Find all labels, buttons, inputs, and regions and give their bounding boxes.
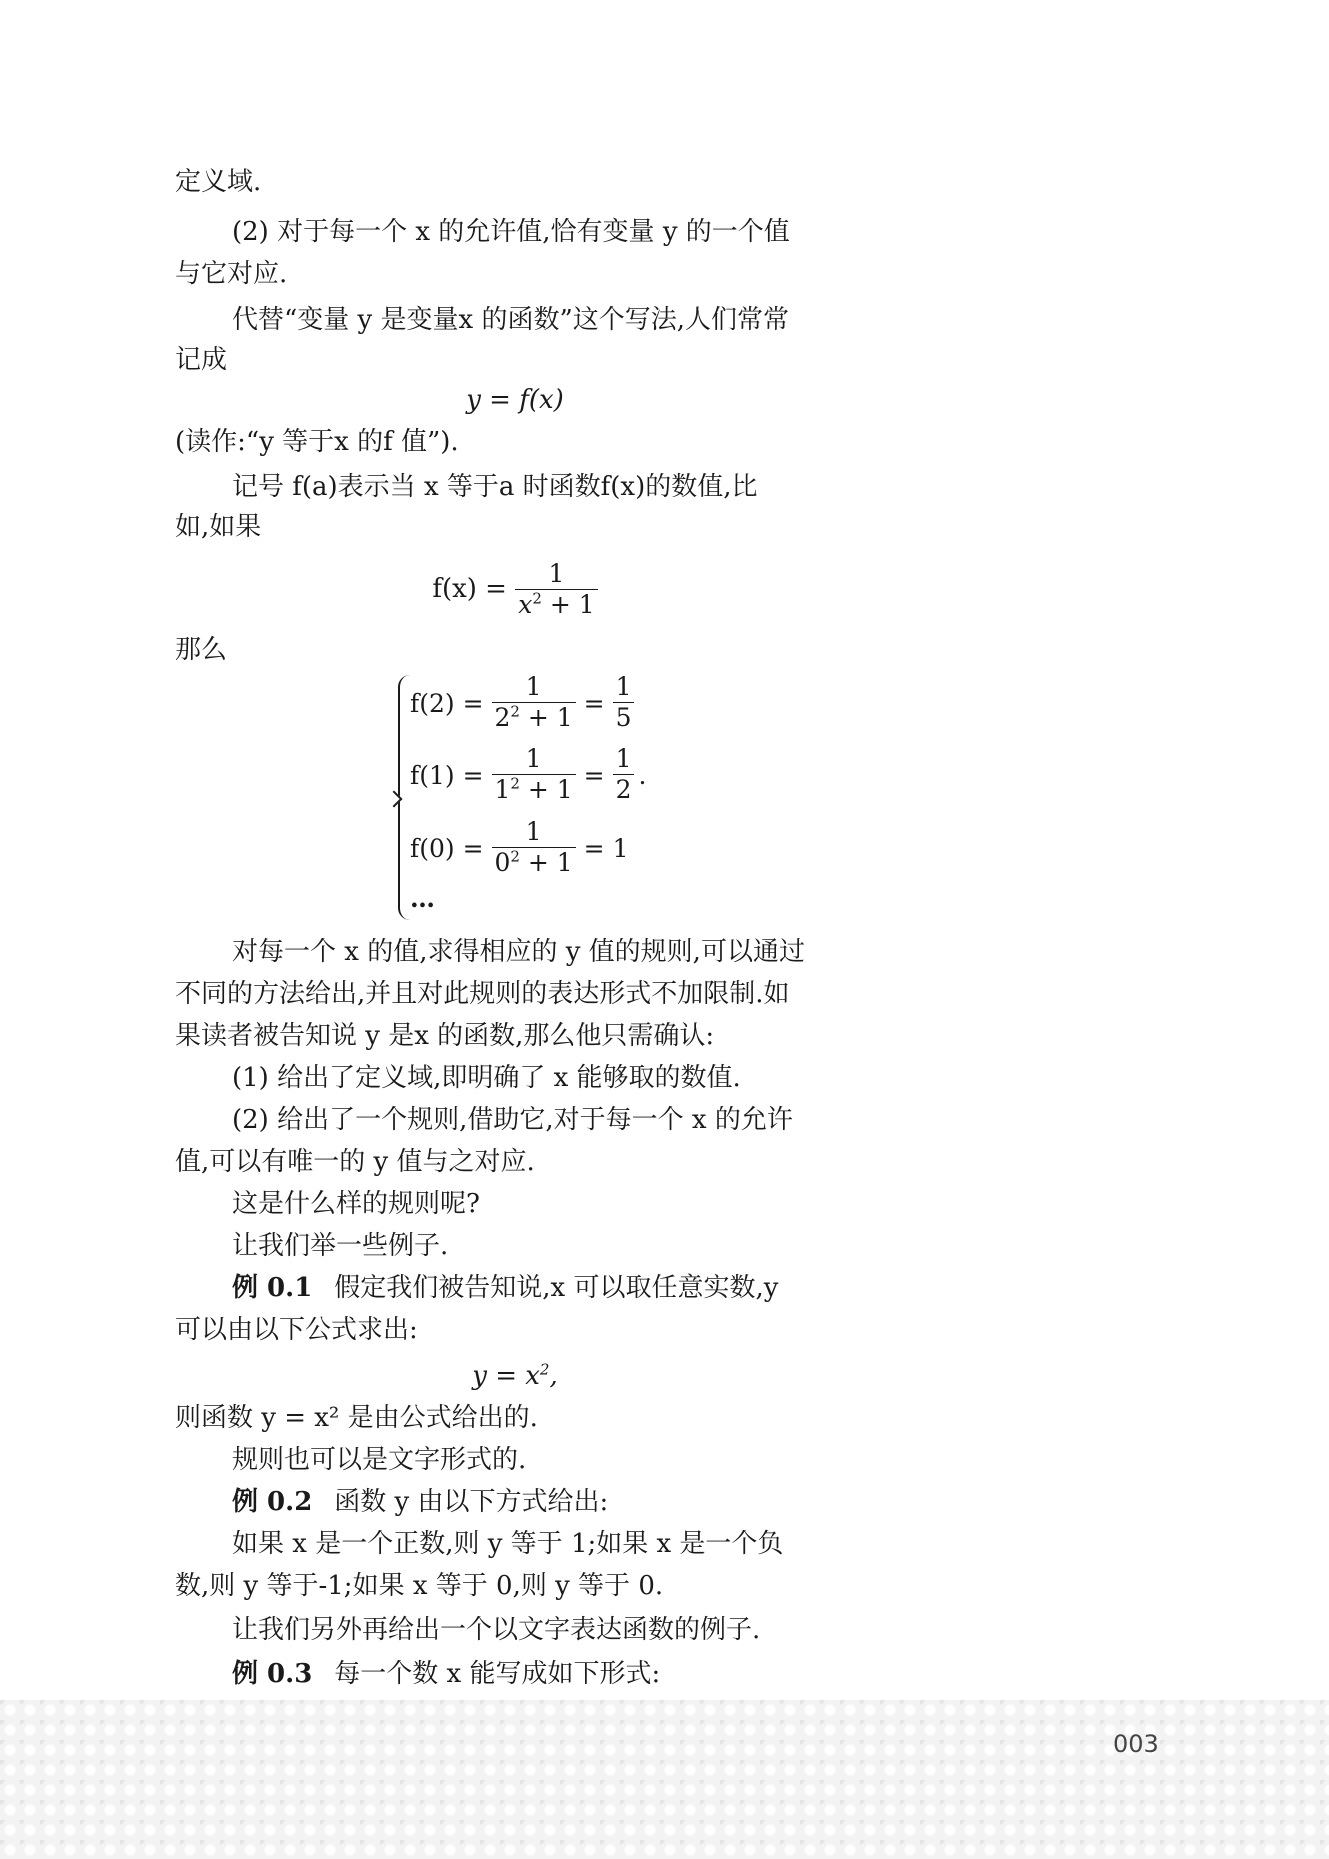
system-lhs: f(0) = <box>410 833 484 863</box>
fraction <box>613 673 635 733</box>
example-text: 每一个数 x 能写成如下形式: <box>334 1659 661 1689</box>
example-text: 假定我们被告知说,x 可以取任意实数,y <box>334 1273 779 1303</box>
formula-y-x-squared <box>175 1356 855 1396</box>
text-line: 与它对应. <box>175 259 288 289</box>
den-rest: + 1 <box>519 703 573 732</box>
page-number: 003 <box>1113 1730 1159 1758</box>
example-label: 例 0.1 <box>232 1273 313 1303</box>
fraction-numerator: 1 <box>548 559 565 588</box>
text-line: 对每一个 x 的值,求得相应的 y 值的规则,可以通过 <box>232 937 805 967</box>
text-line: 这是什么样的规则呢? <box>232 1189 480 1219</box>
fraction-numerator: 1 <box>525 817 542 847</box>
fraction <box>515 560 597 620</box>
fraction-denominator: 5 <box>613 702 635 733</box>
formula-exponent: 2 <box>539 1360 550 1379</box>
system-lhs: f(2) = <box>410 688 484 718</box>
system-row <box>410 817 629 877</box>
fraction <box>492 673 576 733</box>
footer-pattern <box>0 1700 1329 1859</box>
formula-fx-definition <box>175 560 855 620</box>
den-exponent: 2 <box>532 589 542 608</box>
system-period: . <box>638 760 647 790</box>
text-line: 则函数 y = x² 是由公式给出的. <box>175 1403 538 1433</box>
system-lhs: f(1) = <box>410 760 484 790</box>
formula-tail: , <box>549 1361 558 1391</box>
text-line: 值,可以有唯一的 y 值与之对应. <box>175 1147 535 1177</box>
fraction-denominator <box>515 589 597 620</box>
example-line <box>232 1482 854 1522</box>
text-line: (读作:“y 等于x 的f 值”). <box>175 427 459 457</box>
text-line: 规则也可以是文字形式的. <box>232 1445 527 1475</box>
text-line: 可以由以下公式求出: <box>175 1315 418 1345</box>
system-eq: = <box>583 688 605 718</box>
text-line: 如,如果 <box>175 512 262 542</box>
system-row <box>410 672 634 732</box>
system-row <box>410 744 647 804</box>
fraction-numerator: 1 <box>615 672 632 702</box>
formula-y-fx: y = f(x) <box>466 385 564 415</box>
example-text: 函数 y 由以下方式给出: <box>334 1487 609 1517</box>
den-exponent: 2 <box>510 702 520 721</box>
den-base: 2 <box>494 703 511 732</box>
den-base: 1 <box>494 775 511 804</box>
text-line: 那么 <box>175 635 228 665</box>
text-line: 让我们举一些例子. <box>232 1231 449 1261</box>
fraction <box>613 745 635 805</box>
text-line: 不同的方法给出,并且对此规则的表达形式不加限制.如 <box>175 979 790 1009</box>
text-line: 数,则 y 等于-1;如果 x 等于 0,则 y 等于 0. <box>175 1571 664 1601</box>
den-exponent: 2 <box>510 774 520 793</box>
text-line: (2) 对于每一个 x 的允许值,恰有变量 y 的一个值 <box>232 217 790 247</box>
text-line: (1) 给出了定义域,即明确了 x 能够取的数值. <box>232 1063 741 1093</box>
example-label: 例 0.2 <box>232 1487 313 1517</box>
system-eq: = <box>583 760 605 790</box>
fraction <box>492 818 576 878</box>
text-line: 果读者被告知说 y 是x 的函数,那么他只需确认: <box>175 1021 715 1051</box>
system-eq: = 1 <box>583 833 629 863</box>
fraction <box>492 745 576 805</box>
fraction-denominator: 2 <box>613 774 635 805</box>
text-line: 记成 <box>175 345 228 375</box>
den-rest: + 1 <box>519 775 573 804</box>
text-line: 记号 f(a)表示当 x 等于a 时函数f(x)的数值,比 <box>232 472 758 502</box>
text-line: 定义域. <box>175 167 262 197</box>
fraction-denominator <box>492 774 576 805</box>
text-line: 让我们另外再给出一个以文字表达函数的例子. <box>232 1615 761 1645</box>
example-line <box>232 1654 854 1694</box>
text-line: (2) 给出了一个规则,借助它,对于每一个 x 的允许 <box>232 1105 793 1135</box>
den-exponent: 2 <box>510 847 520 866</box>
text-line: 代替“变量 y 是变量x 的函数”这个写法,人们常常 <box>232 305 789 335</box>
text-line: 如果 x 是一个正数,则 y 等于 1;如果 x 是一个负 <box>232 1529 784 1559</box>
example-line <box>232 1268 854 1308</box>
formula-lhs: y = x <box>472 1361 540 1391</box>
fraction-denominator <box>492 702 576 733</box>
system-ellipsis: … <box>410 883 435 913</box>
example-label: 例 0.3 <box>232 1659 313 1689</box>
fraction-numerator: 1 <box>525 672 542 702</box>
den-rest: + 1 <box>541 589 595 619</box>
fraction-numerator: 1 <box>525 744 542 774</box>
fraction-denominator <box>492 847 576 878</box>
den-base: x <box>518 589 533 619</box>
fraction-numerator: 1 <box>615 744 632 774</box>
den-rest: + 1 <box>519 848 573 877</box>
formula-lhs: f(x) = <box>432 573 507 604</box>
den-base: 0 <box>494 848 511 877</box>
